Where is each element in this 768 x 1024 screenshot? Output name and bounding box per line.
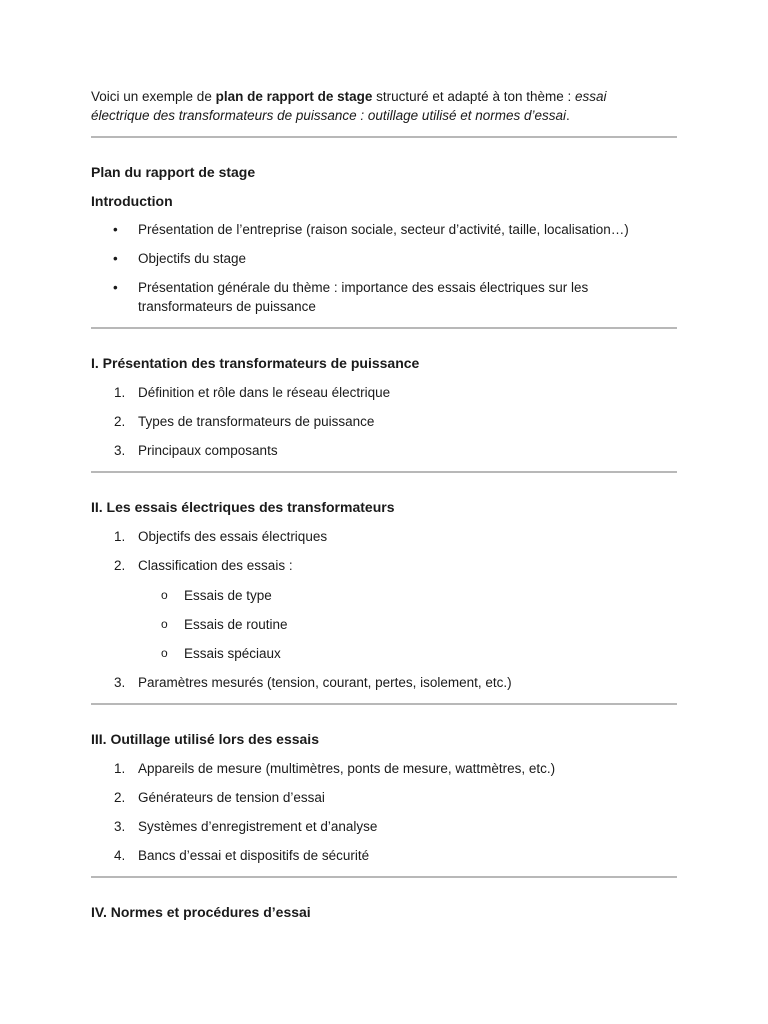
list-item-text: Objectifs du stage <box>138 251 247 266</box>
list-item-text: Types de transformateurs de puissance <box>138 414 375 429</box>
section-3-list <box>91 759 677 865</box>
section-2-title: II. Les essais électriques des transformateurs <box>91 499 395 515</box>
introduction-title: Introduction <box>91 193 173 209</box>
list-item <box>91 673 677 692</box>
intro-middle: structuré et adapté à ton thème : <box>372 89 575 104</box>
bullet-marker: • <box>113 280 118 295</box>
section-3-title: III. Outillage utilisé lors des essais <box>91 731 319 747</box>
list-number: 3. <box>114 819 126 834</box>
sublist-item-text: Essais de routine <box>184 617 288 632</box>
list-item <box>91 249 677 268</box>
divider <box>91 703 677 705</box>
list-item-text: Présentation générale du thème : importance des essais électriques sur les transformateurs de puissance <box>138 280 589 314</box>
intro-italic-line1: essai <box>575 89 607 104</box>
list-item-text: Présentation de l’entreprise (raison sociale, secteur d’activité, taille, localisation…) <box>138 222 629 237</box>
section-2-list-continued <box>91 673 677 692</box>
list-item <box>91 788 677 807</box>
list-item <box>91 412 677 431</box>
list-number: 3. <box>114 675 126 690</box>
bullet-marker: • <box>113 222 118 237</box>
list-number: 4. <box>114 848 126 863</box>
list-number: 1. <box>114 761 126 776</box>
bullet-marker: • <box>113 251 118 266</box>
list-item-text: Systèmes d’enregistrement et d’analyse <box>138 819 378 834</box>
section-1-list <box>91 383 677 460</box>
section-4-title: IV. Normes et procédures d’essai <box>91 904 311 920</box>
divider <box>91 471 677 473</box>
sublist-marker: o <box>161 617 168 631</box>
list-item-text: Principaux composants <box>138 443 278 458</box>
sublist-item <box>91 615 677 634</box>
list-item <box>91 278 677 316</box>
list-item-text: Classification des essais : <box>138 558 293 573</box>
classification-sublist <box>91 586 677 663</box>
list-item <box>91 527 677 546</box>
list-number: 1. <box>114 529 126 544</box>
list-item <box>91 846 677 865</box>
list-number: 1. <box>114 385 126 400</box>
list-item <box>91 220 677 239</box>
list-item-text: Appareils de mesure (multimètres, ponts de mesure, wattmètres, etc.) <box>138 761 556 776</box>
divider <box>91 327 677 329</box>
list-item <box>91 817 677 836</box>
intro-paragraph <box>91 87 677 125</box>
sublist-marker: o <box>161 646 168 660</box>
intro-italic-line2: électrique des transformateurs de puissance : outillage utilisé et normes d’essai <box>91 108 566 123</box>
plan-title: Plan du rapport de stage <box>91 164 256 180</box>
list-number: 2. <box>114 790 126 805</box>
list-item <box>91 556 677 575</box>
list-item <box>91 441 677 460</box>
sublist-item-text: Essais de type <box>184 588 272 603</box>
list-item-text: Bancs d’essai et dispositifs de sécurité <box>138 848 370 863</box>
list-item-text: Générateurs de tension d’essai <box>138 790 325 805</box>
intro-bold: plan de rapport de stage <box>215 89 373 104</box>
section-2-list <box>91 527 677 575</box>
sublist-item <box>91 586 677 605</box>
sublist-marker: o <box>161 588 168 602</box>
list-number: 2. <box>114 414 126 429</box>
list-number: 2. <box>114 558 126 573</box>
list-item <box>91 383 677 402</box>
divider <box>91 876 677 878</box>
section-1-title: I. Présentation des transformateurs de puissance <box>91 355 420 371</box>
list-item-text: Paramètres mesurés (tension, courant, pertes, isolement, etc.) <box>138 675 512 690</box>
introduction-list <box>91 220 677 316</box>
intro-prefix: Voici un exemple de <box>91 89 216 104</box>
sublist-item <box>91 644 677 663</box>
list-number: 3. <box>114 443 126 458</box>
list-item-text: Objectifs des essais électriques <box>138 529 328 544</box>
intro-suffix: . <box>566 108 570 123</box>
divider <box>91 136 677 138</box>
list-item <box>91 759 677 778</box>
sublist-item-text: Essais spéciaux <box>184 646 281 661</box>
list-item-text: Définition et rôle dans le réseau électrique <box>138 385 391 400</box>
document-page <box>91 84 677 921</box>
